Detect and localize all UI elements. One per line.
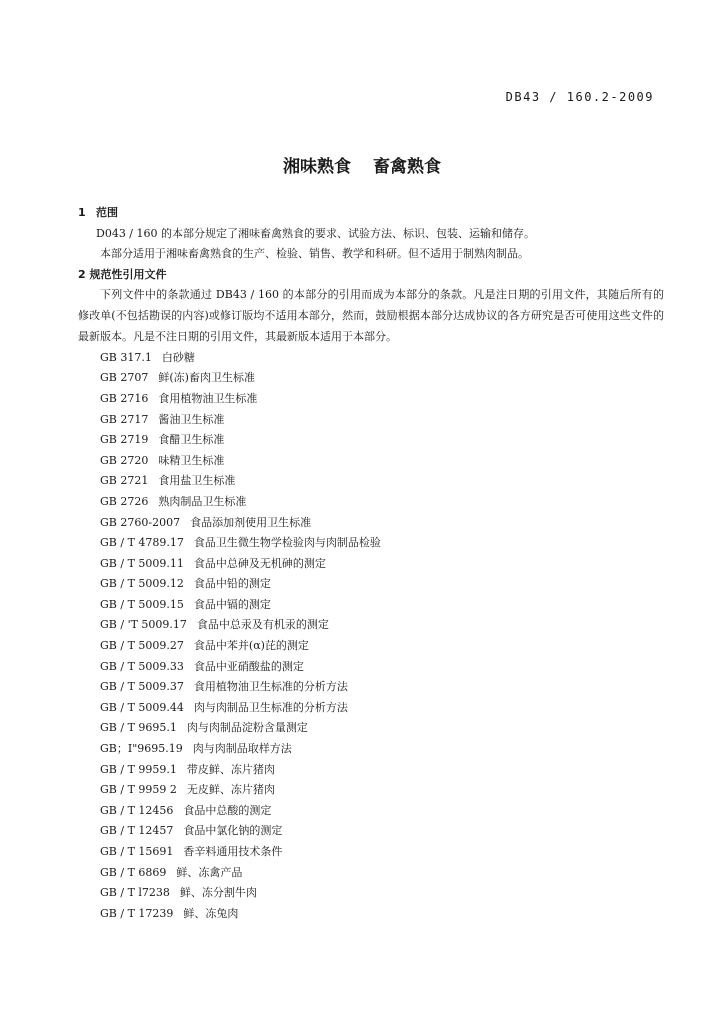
reference-item: [78, 554, 664, 575]
reference-code: GB / T 5009.44: [100, 700, 184, 714]
reference-item: [78, 801, 664, 822]
reference-code: GB / T 9959 2: [100, 783, 177, 797]
reference-name: 食品中镉的测定: [193, 597, 271, 611]
reference-name: 食品卫生微生物学检验肉与肉制品检验: [193, 536, 381, 550]
reference-code: GB 2760-2007: [100, 515, 181, 529]
title-part-2: 畜禽熟食: [373, 157, 441, 177]
reference-name: 肉与肉制品取样方法: [192, 742, 292, 756]
reference-name: 酱油卫生标准: [158, 412, 225, 426]
reference-item: [78, 760, 664, 781]
reference-code: GB / T 5009.11: [100, 556, 184, 570]
reference-item: [78, 842, 664, 863]
reference-code: GB 2717: [100, 412, 149, 426]
reference-name: 食品中总砷及无机砷的测定: [193, 556, 326, 570]
reference-name: 鲜、冻兔肉: [183, 906, 239, 920]
reference-name: 香辛料通用技术条件: [183, 845, 283, 859]
reference-name: 食用盐卫生标准: [158, 474, 236, 488]
reference-code: GB / 'T 5009.17: [100, 618, 187, 632]
reference-name: 食品中苯并(α)芘的测定: [193, 639, 309, 653]
reference-name: 带皮鲜、冻片猪肉: [186, 762, 275, 776]
reference-item: [78, 471, 664, 492]
reference-code: GB / T 6869: [100, 865, 167, 879]
reference-name: 味精卫生标准: [158, 453, 225, 467]
reference-name: 食品中亚硝酸盐的测定: [193, 659, 304, 673]
title-part-1: 湘味熟食: [283, 157, 351, 177]
reference-code: GB 2721: [100, 474, 149, 488]
reference-name: 食醋卫生标准: [158, 433, 225, 447]
reference-item: [78, 636, 664, 657]
reference-code: GB / T 9959.1: [100, 762, 177, 776]
reference-code: GB 2716: [100, 391, 149, 405]
reference-item: [78, 677, 664, 698]
reference-item: [78, 615, 664, 636]
reference-name: 食用植物油卫生标准的分析方法: [193, 680, 348, 694]
reference-code: GB 317.1: [100, 350, 152, 364]
section-2-paragraph: 下列文件中的条款通过 DB43 / 160 的本部分的引用而成为本部分的条款。凡是注日期的引用文件，其随后所有的修改单(不包括勘误的内容)或修订版均不适用本部分，然而，鼓励根据本部分达成协议的各方研究是否可使用这些文件的最新版本。凡是不注日期的引用文件，其最新版本适用于本部分。: [78, 288, 664, 343]
document-body: [78, 203, 664, 924]
reference-code: GB / T 5009.33: [100, 659, 184, 673]
section-1-title: 范围: [96, 206, 118, 219]
reference-code: GB / T 9695.1: [100, 721, 177, 735]
reference-code: GB / T 17239: [100, 906, 174, 920]
reference-name: 食品中氯化钠的测定: [183, 824, 283, 838]
reference-name: 食品添加剂使用卫生标准: [190, 515, 312, 529]
reference-name: 熟肉制品卫生标准: [158, 494, 247, 508]
reference-item: [78, 718, 664, 739]
reference-name: 肉与肉制品卫生标准的分析方法: [193, 700, 348, 714]
reference-name: 无皮鲜、冻片猪肉: [186, 783, 275, 797]
reference-item: [78, 348, 664, 369]
reference-item: [78, 780, 664, 801]
reference-item: [78, 389, 664, 410]
section-1-number: 1: [78, 206, 86, 219]
section-1-paragraph: 本部分适用于湘味畜禽熟食的生产、检验、销售、教学和科研。但不适用于制熟肉制品。: [100, 247, 529, 261]
section-1-heading: [78, 203, 664, 224]
reference-name: 鲜、冻禽产品: [176, 865, 243, 879]
reference-item: [78, 492, 664, 513]
reference-item: [78, 430, 664, 451]
reference-name: 鲜、冻分割牛肉: [179, 886, 257, 900]
reference-list: [78, 348, 664, 925]
reference-code: GB / T 15691: [100, 845, 174, 859]
reference-code: GB 2719: [100, 433, 149, 447]
reference-item: [78, 821, 664, 842]
reference-name: 鲜(冻)畜肉卫生标准: [158, 371, 255, 385]
reference-name: 白砂糖: [161, 350, 195, 364]
reference-name: 食用植物油卫生标准: [158, 391, 258, 405]
reference-item: [78, 883, 664, 904]
reference-code: GB / T 5009.15: [100, 597, 184, 611]
reference-code: GB / T 4789.17: [100, 536, 184, 550]
reference-name: 食品中铅的测定: [193, 577, 271, 591]
reference-code: GB / T 5009.37: [100, 680, 184, 694]
reference-item: [78, 904, 664, 925]
reference-code: GB 2726: [100, 494, 149, 508]
reference-name: 肉与肉制品淀粉含量测定: [186, 721, 308, 735]
reference-code: GB；I"9695.19: [100, 742, 183, 756]
reference-item: [78, 368, 664, 389]
reference-code: GB 2707: [100, 371, 149, 385]
reference-name: 食品中总汞及有机汞的测定: [196, 618, 329, 632]
reference-code: GB / T 5009.27: [100, 639, 184, 653]
reference-code: GB / T 12457: [100, 824, 174, 838]
reference-item: [78, 451, 664, 472]
reference-item: [78, 574, 664, 595]
reference-item: [78, 863, 664, 884]
reference-code: GB 2720: [100, 453, 149, 467]
reference-item: [78, 533, 664, 554]
reference-item: [78, 513, 664, 534]
reference-code: GB / T l7238: [100, 886, 170, 900]
reference-item: [78, 410, 664, 431]
reference-item: [78, 595, 664, 616]
reference-name: 食品中总酸的测定: [183, 803, 272, 817]
section-2-heading: 2 规范性引用文件: [78, 267, 167, 281]
standard-code: DB43 / 160.2-2009: [505, 90, 654, 104]
reference-item: [78, 657, 664, 678]
reference-code: GB / T 12456: [100, 803, 174, 817]
section-1-paragraph: D043 / 160 的本部分规定了湘味畜禽熟食的要求、试验方法、标识、包装、运输和储存。: [96, 226, 536, 240]
reference-item: [78, 698, 664, 719]
reference-code: GB / T 5009.12: [100, 577, 184, 591]
reference-item: [78, 739, 664, 760]
document-title: [0, 152, 724, 177]
